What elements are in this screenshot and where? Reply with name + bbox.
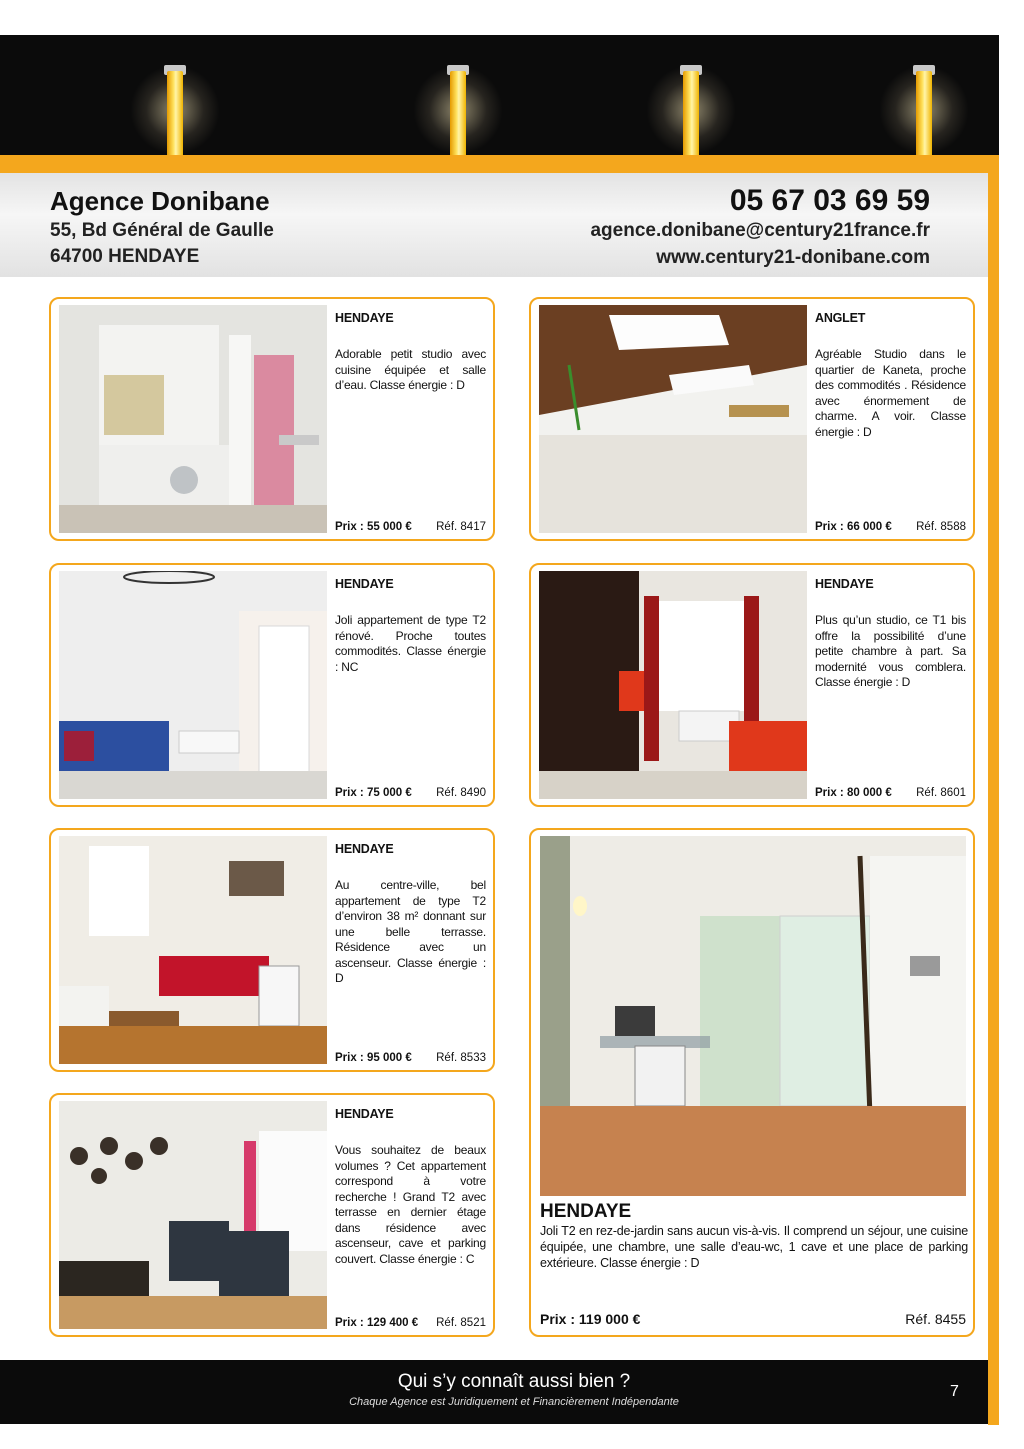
living-room-red-table-photo [59, 836, 327, 1064]
featured-ref: Réf. 8455 [905, 1311, 966, 1327]
listing-price-row [815, 521, 966, 533]
listing-city: HENDAYE [335, 1107, 394, 1121]
listing-ref: Réf. 8601 [916, 787, 966, 799]
agency-city: 64700 HENDAYE [50, 246, 200, 267]
listing-price: Prix : 129 400 € [335, 1317, 419, 1329]
listing-info [815, 311, 966, 533]
listing-city: HENDAYE [335, 311, 394, 325]
listing-price-row [335, 1317, 486, 1329]
listing-city: HENDAYE [335, 577, 394, 591]
listing-description: Plus qu’un studio, ce T1 bis offre la possibilité d’une petite chambre à part. Sa modernité vous comblera. Classe énergie : D [815, 613, 966, 689]
header-lamp-band [0, 35, 999, 155]
agency-website-link[interactable]: www.century21-donibane.com [656, 247, 930, 268]
agency-email-link[interactable]: agence.donibane@century21france.fr [590, 220, 930, 241]
page-number: 7 [950, 1383, 959, 1400]
listing-price-row [335, 787, 486, 799]
featured-description: Joli T2 en rez-de-jardin sans aucun vis-à-vis. Il comprend un séjour, une cuisine équipée, une chambre, une salle d’eau-wc, 1 cave et une place de parking extérieure. Classe énergie : D [540, 1224, 968, 1270]
listing-card[interactable] [529, 297, 975, 541]
listing-price: Prix : 55 000 € [335, 521, 412, 533]
listing-info [335, 311, 486, 533]
listing-info [815, 577, 966, 799]
agency-phone[interactable]: 05 67 03 69 59 [729, 184, 930, 217]
living-room-red-sofa-photo [539, 571, 807, 799]
listing-price: Prix : 80 000 € [815, 787, 892, 799]
listing-ref: Réf. 8521 [436, 1317, 486, 1329]
agency-name: Agence Donibane [50, 186, 270, 216]
dining-room-garden-photo [540, 836, 966, 1196]
accent-rail-right [988, 155, 999, 1425]
listing-city: HENDAYE [815, 577, 874, 591]
featured-price: Prix : 119 000 € [540, 1311, 641, 1327]
listing-description: Adorable petit studio avec cuisine équipée et salle d’eau. Classe énergie : D [335, 347, 486, 392]
lamp-icon [894, 35, 954, 155]
listing-ref: Réf. 8417 [436, 521, 486, 533]
living-room-blue-sofa-photo [59, 571, 327, 799]
featured-city: HENDAYE [540, 1201, 632, 1222]
listing-ref: Réf. 8588 [916, 521, 966, 533]
lamp-icon [145, 35, 205, 155]
listing-ref: Réf. 8490 [436, 787, 486, 799]
lamp-icon [428, 35, 488, 155]
listing-price: Prix : 75 000 € [335, 787, 412, 799]
listing-card[interactable] [49, 828, 495, 1072]
listing-price-row [335, 1052, 486, 1064]
listing-info [335, 842, 486, 1064]
listing-info [335, 1107, 486, 1329]
kitchen-studio-photo [59, 305, 327, 533]
listing-description: Agréable Studio dans le quartier de Kaneta, proche des commodités . Résidence avec énormement de charme. A voir. Classe énergie : D [815, 347, 966, 439]
listing-price: Prix : 66 000 € [815, 521, 892, 533]
listing-city: ANGLET [815, 311, 866, 325]
listing-card[interactable] [529, 563, 975, 807]
accent-rail-top [0, 155, 999, 173]
listing-card[interactable] [49, 563, 495, 807]
listing-price: Prix : 95 000 € [335, 1052, 412, 1064]
attic-studio-photo [539, 305, 807, 533]
listing-description: Vous souhaitez de beaux volumes ? Cet appartement correspond à votre recherche ! Grand T2 avec terrasse en dernier étage dans résidence avec ascenseur, cave et parking couvert. Classe énergie : C [335, 1143, 486, 1266]
listing-description: Au centre-ville, bel appartement de type T2 d’environ 38 m² donnant sur une belle terrasse. Résidence avec un ascenseur. Classe énergie : D [335, 878, 486, 985]
listing-card[interactable] [49, 297, 495, 541]
agency-address: 55, Bd Général de Gaulle [50, 220, 274, 241]
footer-note: Chaque Agence est Juridiquement et Financièrement Indépendante [349, 1396, 679, 1408]
lamp-icon [661, 35, 721, 155]
footer-slogan: Qui s’y connaît aussi bien ? [397, 1371, 631, 1392]
listing-info [335, 577, 486, 799]
listing-price-row [335, 521, 486, 533]
listing-city: HENDAYE [335, 842, 394, 856]
listing-price-row [815, 787, 966, 799]
listing-card[interactable] [49, 1093, 495, 1337]
living-room-masks-photo [59, 1101, 327, 1329]
listing-ref: Réf. 8533 [436, 1052, 486, 1064]
listing-description: Joli appartement de type T2 rénové. Proche toutes commodités. Classe énergie : NC [335, 613, 486, 674]
